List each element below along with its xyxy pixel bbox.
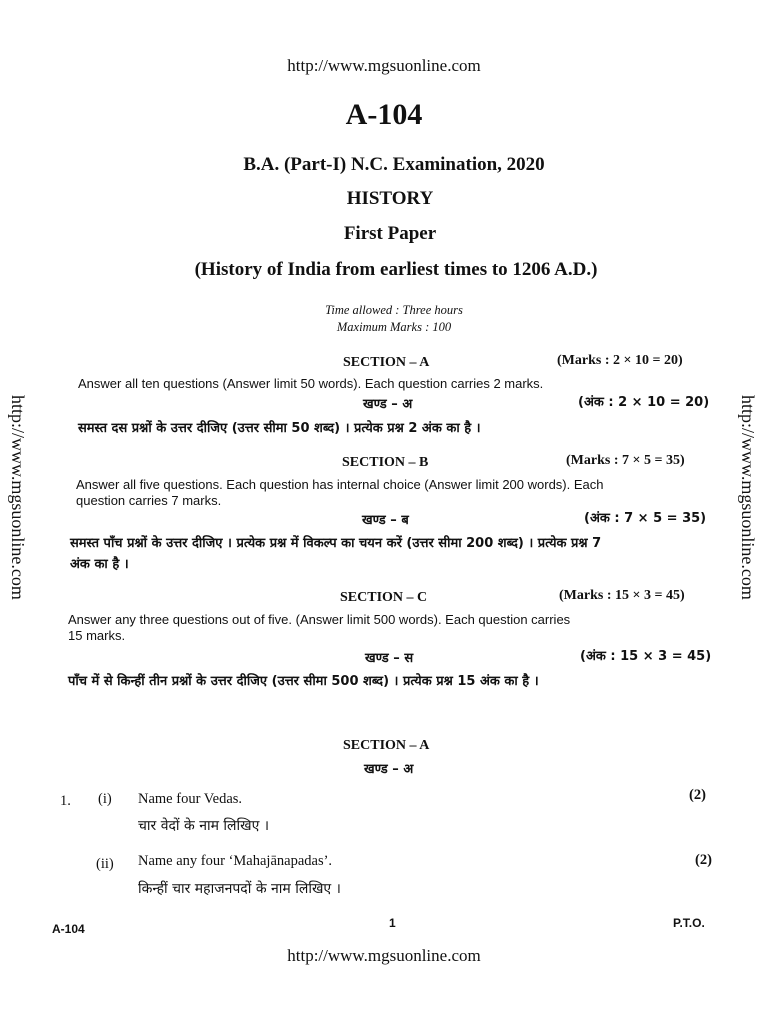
instr-section-b-heading: SECTION – B [342,455,429,470]
instr-section-a-hindi-text: समस्त दस प्रश्नों के उत्तर दीजिए (उत्तर सीमा 50 शब्द) । प्रत्येक प्रश्न 2 अंक का है । [78,421,481,436]
paper-title: First Paper [343,223,437,244]
side-url-right: http://www.mgsuonline.com [738,395,758,600]
question-number: 1. [60,793,71,809]
instr-section-b-hindi-line2: अंक का है । [70,557,129,572]
instr-section-b-text-line1: Answer all five questions. Each question has internal choice (Answer limit 200 words). Each [76,477,604,492]
question-1-i-marks: (2) [689,787,706,803]
time-allowed: Time allowed : Three hours [325,303,463,317]
section-a-hindi-heading: खण्ड – अ [364,762,414,777]
instr-section-b-hindi-line1: समस्त पाँच प्रश्नों के उत्तर दीजिए । प्रत्येक प्रश्न में विकल्प का चयन करें (उत्तर सीमा 200 शब्द) । प्रत्येक प्रश्न 7 [70,536,602,551]
instr-section-b-marks: (Marks : 7 × 5 = 35) [566,453,685,468]
question-1-ii-text: Name any four ‘Mahajānapadas’. [138,853,333,869]
header-url: http://www.mgsuonline.com [287,56,481,75]
side-url-left: http://www.mgsuonline.com [8,395,28,600]
question-1-ii-number: (ii) [96,856,114,872]
subject-title: HISTORY [346,188,434,209]
footer-pto: P.T.O. [673,916,705,930]
instr-section-b-text-line2: question carries 7 marks. [76,493,222,508]
instr-section-c-hindi-text: पाँच में से किन्हीं तीन प्रश्नों के उत्तर दीजिए (उत्तर सीमा 500 शब्द) । प्रत्येक प्रश्न 15 अंक का है । [68,674,539,689]
section-a-heading: SECTION – A [343,738,430,753]
question-1-ii-hindi: किन्हीं चार महाजनपदों के नाम लिखिए । [138,881,341,897]
paper-code: A-104 [345,98,423,131]
instr-section-c-text-line1: Answer any three questions out of five. (Answer limit 500 words). Each question carries [68,612,571,627]
question-1-i-text: Name four Vedas. [138,791,243,807]
instr-section-c-hindi-marks: (अंक : 15 × 3 = 45) [580,649,712,664]
instr-section-b-hindi-marks: (अंक : 7 × 5 = 35) [584,511,707,526]
instr-section-c-heading: SECTION – C [340,590,428,605]
exam-title: B.A. (Part-I) N.C. Examination, 2020 [243,154,545,175]
paper-subtitle: (History of India from earliest times to 1206 A.D.) [194,259,598,280]
footer-paper-code: A-104 [52,922,85,936]
instr-section-a-hindi-marks: (अंक : 2 × 10 = 20) [578,395,710,410]
question-1-i-number: (i) [98,791,112,807]
maximum-marks: Maximum Marks : 100 [336,320,452,334]
question-1-i-hindi: चार वेदों के नाम लिखिए । [138,818,270,834]
instr-section-b-hindi-heading: खण्ड – ब [362,513,409,528]
instr-section-a-marks: (Marks : 2 × 10 = 20) [557,353,683,368]
footer-url: http://www.mgsuonline.com [287,946,481,965]
instr-section-c-hindi-heading: खण्ड – स [365,651,414,666]
instr-section-c-text-line2: 15 marks. [68,628,126,643]
instr-section-a-hindi-heading: खण्ड – अ [363,397,413,412]
instr-section-c-marks: (Marks : 15 × 3 = 45) [559,588,685,603]
instr-section-a-heading: SECTION – A [343,355,430,370]
footer-page-number: 1 [389,916,396,930]
instr-section-a-text: Answer all ten questions (Answer limit 50 words). Each question carries 2 marks. [78,376,544,391]
question-1-ii-marks: (2) [695,852,712,868]
